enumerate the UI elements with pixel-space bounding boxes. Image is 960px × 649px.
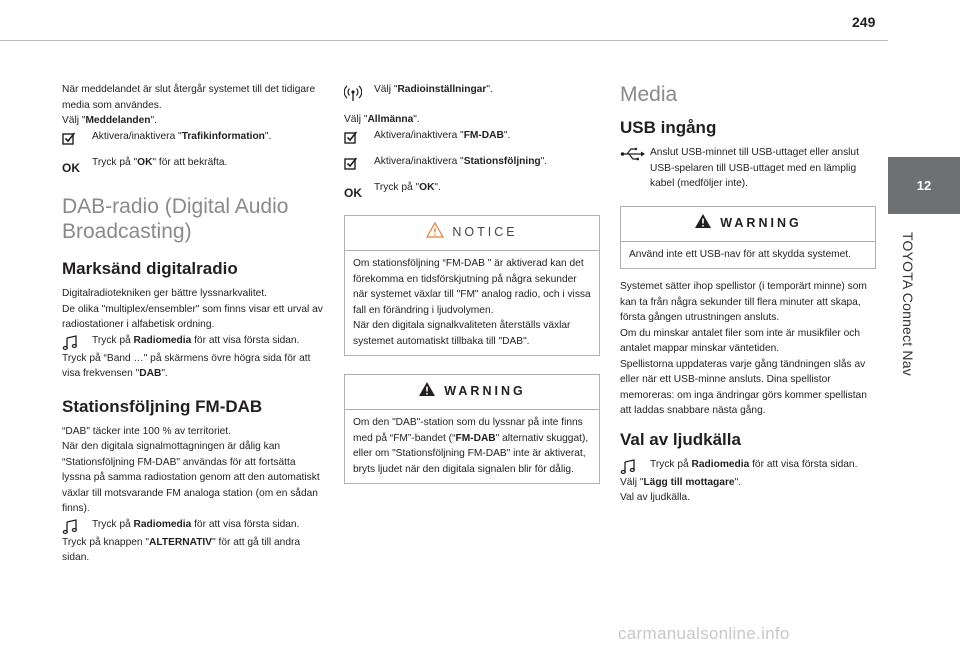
paragraph: Aktivera/inaktivera "Trafikinformation". [92, 130, 272, 142]
warning-icon [418, 381, 436, 403]
notice-text: Om stationsföljning “FM-DAB " är aktiverad kan det förekomma en tidsförskjutning på några sekunder när systemet växlar till "FM" analog radio, och i vissa fall en förändring i ljudvolymen. [353, 258, 591, 316]
notice-title: NOTICE [452, 225, 518, 240]
warning-title: WARNING [720, 215, 802, 230]
ok-icon: OK [344, 185, 362, 200]
music-note-icon [62, 517, 92, 535]
warning-icon [694, 213, 712, 235]
paragraph: Spellistorna uppdateras varje gång tändningen slås av eller när ett USB-minne ansluts. Dina spellistor memoreras: om inga ändringar görs kommer spellistan att laddas snabbare nästa gång. [620, 358, 867, 416]
paragraph: Välj "Meddelanden". [62, 115, 157, 126]
column-1 [62, 82, 324, 566]
warning-box [620, 206, 876, 270]
paragraph: Välj "Lägg till mottagare". [620, 476, 742, 488]
column-3 [620, 82, 876, 506]
subsection-heading: Stationsföljning FM-DAB [62, 396, 263, 416]
paragraph: Val av ljudkälla. [620, 492, 691, 503]
paragraph: Tryck på “Band …" på skärmens övre högra sida för att visa frekvensen "DAB". [62, 352, 311, 379]
chapter-title: TOYOTA Connect Nav [900, 232, 916, 376]
subsection-heading: Marksänd digitalradio [62, 259, 238, 278]
paragraph: Välj "Radioinställningar". [374, 84, 493, 95]
paragraph: “DAB" täcker inte 100 % av territoriet. [62, 425, 231, 437]
warning-box [344, 374, 600, 484]
section-title: Media [620, 83, 678, 106]
music-note-icon [62, 333, 92, 351]
paragraph: Digitalradiotekniken ger bättre lyssnarkvalitet. [62, 288, 267, 299]
paragraph: Tryck på knappen "ALTERNATIV" för att gå till andra sidan. [62, 536, 301, 563]
paragraph: De olika "multiplex/ensembler" som finns visar ett urval av radiostationer i alfabetisk ordning. [62, 303, 323, 330]
paragraph: Tryck på "OK". [374, 181, 441, 193]
paragraph: Anslut USB-minnet till USB-uttaget eller anslut USB-spelaren till USB-uttaget med en lämplig kabel (medföljer inte). [650, 147, 859, 189]
paragraph: När den digitala signalmottagningen är dålig kan “Stationsföljning FM-DAB" användas för att fortsätta lyssna på samma radiostation genom att den automatiskt växlar till motsvarande FM analoga station (om en sådan finns). [62, 441, 320, 514]
page-number: 249 [852, 14, 876, 30]
usb-icon [620, 145, 650, 161]
paragraph: Tryck på Radiomedia för att visa första sidan. [92, 518, 300, 530]
header-divider [0, 40, 888, 41]
warning-text: Om den "DAB"-station som du lyssnar på inte finns med på “FM”-bandet (“FM-DAB" alternativ skuggat), eller om "Stationsföljning FM-DAB" inte är aktiverat, bryts ljudet när den digitala signalen blir för dålig. [353, 417, 589, 475]
checkbox-icon [62, 129, 92, 145]
paragraph: Tryck på "OK" för att bekräfta. [92, 156, 228, 168]
section-title: DAB-radio (Digital Audio Broadcasting) [62, 195, 289, 243]
notice-text: När den digitala signalkvaliteten återställs växlar systemet automatiskt tillbaka till "DAB". [353, 320, 571, 347]
ok-icon: OK [62, 160, 80, 175]
warning-text: Använd inte ett USB-nav för att skydda systemet. [629, 248, 851, 260]
chapter-number: 12 [916, 178, 932, 193]
paragraph: Välj "Allmänna". [344, 114, 420, 125]
paragraph: Aktivera/inaktivera "FM-DAB". [374, 129, 511, 141]
paragraph: Om du minskar antalet filer som inte är musikfiler och antalet mappar minskar väntetiden. [620, 327, 861, 354]
chapter-tab[interactable] [888, 157, 960, 214]
paragraph: Tryck på Radiomedia för att visa första sidan. [650, 458, 858, 470]
subsection-heading: USB ingång [620, 118, 717, 137]
subsection-heading: Val av ljudkälla [620, 429, 741, 449]
checkbox-icon [344, 128, 374, 144]
radio-icon [344, 82, 374, 102]
watermark: carmanualsonline.info [618, 624, 790, 643]
music-note-icon [620, 457, 650, 475]
notice-icon [426, 222, 444, 244]
column-2 [344, 82, 600, 484]
paragraph: Systemet sätter ihop spellistor (i temporärt minne) som kan ta från några sekunder till flera minuter att skapa, första gången utrustningen ansluts. [620, 281, 867, 323]
paragraph: Tryck på Radiomedia för att visa första sidan. [92, 334, 300, 346]
notice-box [344, 215, 600, 356]
paragraph: När meddelandet är slut återgår systemet till det tidigare media som användes. [62, 84, 316, 111]
warning-title: WARNING [444, 384, 526, 399]
checkbox-icon [344, 154, 374, 170]
paragraph: Aktivera/inaktivera "Stationsföljning". [374, 155, 548, 167]
